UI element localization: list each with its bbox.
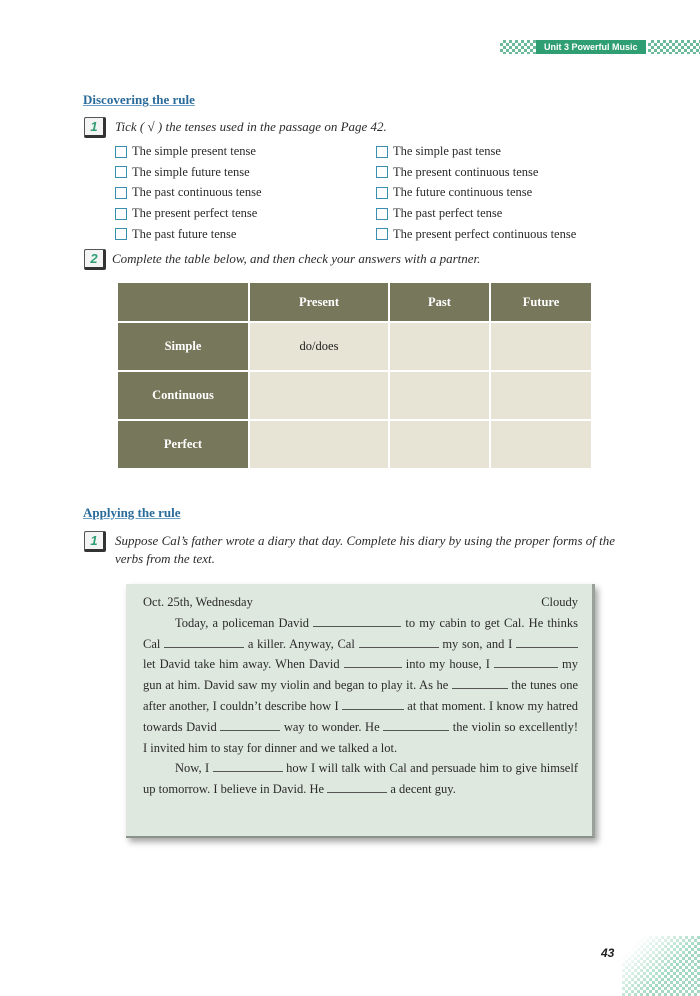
tense-option[interactable] xyxy=(376,227,576,242)
table-row xyxy=(118,323,591,370)
task-number-badge: 2 xyxy=(84,249,106,270)
table-header-row xyxy=(118,283,591,321)
checkbox-icon[interactable] xyxy=(115,166,127,178)
checkbox-icon[interactable] xyxy=(115,187,127,199)
task2-instruction: Complete the table below, and then check your answers with a partner. xyxy=(112,251,481,266)
section-title-applying: Applying the rule xyxy=(83,505,181,520)
tense-option-label: The present perfect tense xyxy=(132,206,258,221)
blank-field[interactable] xyxy=(344,656,402,668)
blank-field[interactable] xyxy=(220,719,280,731)
blank-field[interactable] xyxy=(494,656,558,668)
table-cell[interactable]: do/does xyxy=(250,323,388,370)
diary-text-segment: Today, a policeman David xyxy=(175,615,310,630)
column-header-present: Present xyxy=(250,283,388,321)
table-cell[interactable] xyxy=(491,421,591,468)
checkbox-icon[interactable] xyxy=(115,146,127,158)
diary-text-segment: the violin so excellently! I invited him to stay for dinner and we talked a lot. xyxy=(143,719,579,755)
tense-option-label: The past perfect tense xyxy=(393,206,503,221)
diary-text-segment: my son, and I xyxy=(442,636,513,651)
blank-field[interactable] xyxy=(164,636,244,648)
diary-text-segment: at that moment. I know my hatred towards David xyxy=(143,698,579,734)
row-header-continuous: Continuous xyxy=(118,372,248,419)
diary-text-segment: a killer. Anyway, Cal xyxy=(247,636,355,651)
tense-option[interactable] xyxy=(376,165,538,180)
table-cell[interactable] xyxy=(250,421,388,468)
diary-text-segment: the tunes one after another, I couldn’t describe how I xyxy=(143,678,579,713)
checkbox-icon[interactable] xyxy=(376,228,388,240)
blank-field[interactable] xyxy=(383,719,449,731)
tense-option[interactable] xyxy=(115,206,257,221)
section-title-discovering: Discovering the rule xyxy=(83,92,195,107)
tense-option-label: The simple future tense xyxy=(132,164,250,179)
checkbox-icon[interactable] xyxy=(115,208,127,220)
table-corner-cell xyxy=(118,283,248,321)
tense-option-label: The simple present tense xyxy=(132,144,256,158)
table-cell[interactable] xyxy=(250,372,388,419)
tense-option-label: The past continuous tense xyxy=(132,185,262,200)
diary-note xyxy=(126,584,595,838)
checkbox-icon[interactable] xyxy=(376,146,388,158)
tense-table xyxy=(116,281,593,470)
diary-weather: Cloudy xyxy=(541,595,578,609)
column-header-past: Past xyxy=(390,283,489,321)
blank-field[interactable] xyxy=(342,698,404,710)
diary-date: Oct. 25th, Wednesday xyxy=(143,595,253,609)
checker-pattern-right xyxy=(648,40,700,54)
blank-field[interactable] xyxy=(359,636,439,648)
row-header-simple: Simple xyxy=(118,323,248,370)
unit-label: Unit 3 Powerful Music xyxy=(536,40,646,54)
table-cell[interactable] xyxy=(390,323,489,370)
tense-option-label: The simple past tense xyxy=(393,144,501,158)
diary-text-segment: Now, I xyxy=(175,761,210,776)
diary-text-segment: my gun at him. David saw my violin and began to play it. As he xyxy=(143,657,578,693)
tense-option-label: The present perfect continuous tense xyxy=(393,226,577,241)
tense-option[interactable] xyxy=(115,165,250,180)
table-row xyxy=(118,372,591,419)
tense-option[interactable] xyxy=(115,227,236,242)
task1-instruction: Tick ( √ ) the tenses used in the passage on Page 42. xyxy=(115,119,387,134)
table-cell[interactable] xyxy=(491,323,591,370)
tense-option-label: The future continuous tense xyxy=(393,185,533,200)
task-number-badge: 1 xyxy=(84,117,106,138)
table-cell[interactable] xyxy=(390,372,489,419)
table-cell[interactable] xyxy=(491,372,591,419)
checkbox-icon[interactable] xyxy=(376,208,388,220)
blank-field[interactable] xyxy=(516,636,578,648)
table-cell[interactable] xyxy=(390,421,489,468)
diary-text-segment: to my cabin to get Cal. He thinks Cal xyxy=(143,615,578,651)
tense-option-label: The past future tense xyxy=(132,226,237,241)
tense-option[interactable] xyxy=(376,144,501,159)
table-row xyxy=(118,421,591,468)
diary-text xyxy=(143,592,578,800)
diary-paragraph-1 xyxy=(143,613,578,759)
diary-text-segment: let David take him away. When David xyxy=(143,657,340,672)
tense-option-label: The present continuous tense xyxy=(393,164,539,179)
diary-text-segment: a decent guy. xyxy=(390,782,456,797)
blank-field[interactable] xyxy=(452,677,508,689)
applying-instruction: Suppose Cal’s father wrote a diary that day. Complete his diary by using the proper forms of the verbs from the text. xyxy=(115,533,615,566)
diary-header xyxy=(143,592,578,613)
diary-text-segment: how I will talk with Cal and persuade him to give himself up tomorrow. I believe in David. He xyxy=(143,761,578,797)
checker-pattern-left xyxy=(500,40,536,54)
task-number-badge: 1 xyxy=(84,531,106,552)
diary-text-segment: into my house, I xyxy=(405,657,490,672)
row-header-perfect: Perfect xyxy=(118,421,248,468)
checkbox-icon[interactable] xyxy=(115,228,127,240)
page-number: 43 xyxy=(601,946,615,960)
tense-option[interactable] xyxy=(376,185,532,200)
blank-field[interactable] xyxy=(327,781,387,793)
blank-field[interactable] xyxy=(213,760,283,772)
diary-text-segment: way to wonder. He xyxy=(283,719,380,734)
checkbox-icon[interactable] xyxy=(376,187,388,199)
blank-field[interactable] xyxy=(313,615,401,627)
diary-paragraph-2 xyxy=(143,758,578,800)
tense-option[interactable] xyxy=(376,206,502,221)
corner-dot-pattern xyxy=(622,936,700,996)
unit-header xyxy=(500,40,700,54)
column-header-future: Future xyxy=(491,283,591,321)
checkbox-icon[interactable] xyxy=(376,166,388,178)
tense-option[interactable] xyxy=(115,185,262,200)
tense-option[interactable] xyxy=(115,144,256,159)
